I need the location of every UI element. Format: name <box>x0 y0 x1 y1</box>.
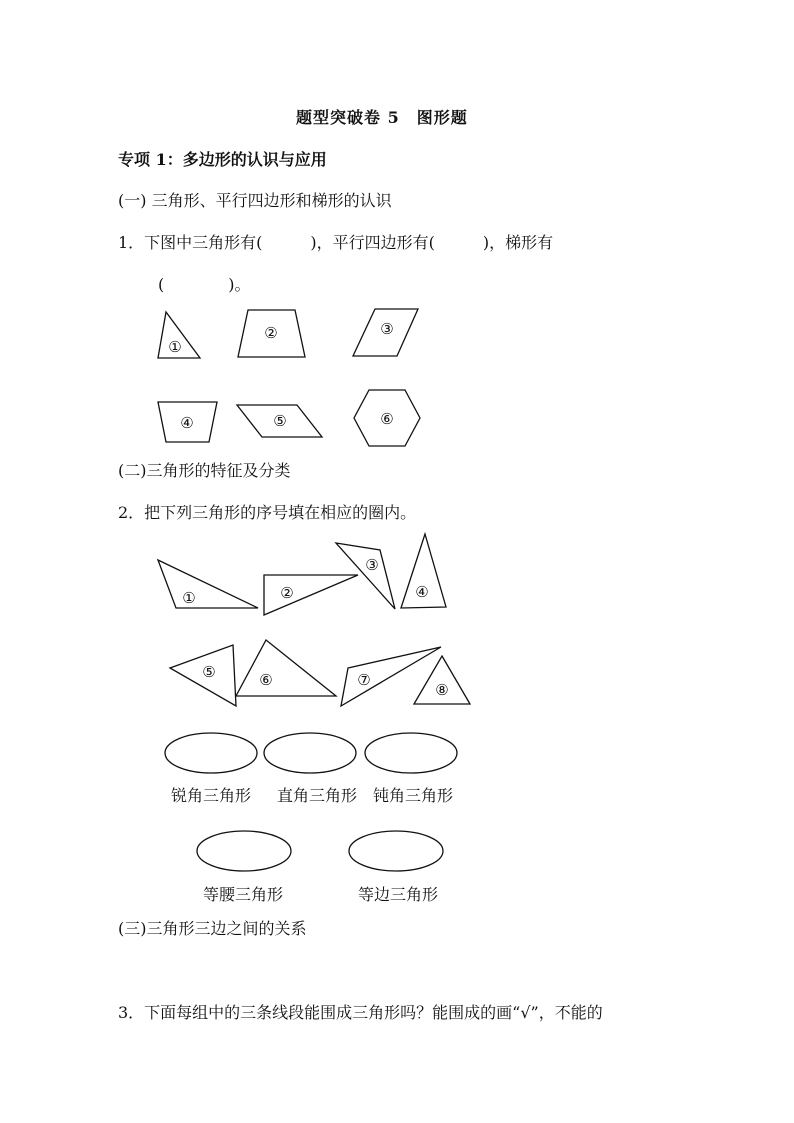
triangle-7-label: ⑦ <box>357 671 371 689</box>
right-triangle-answer-oval[interactable] <box>264 733 356 773</box>
triangle-3-label: ③ <box>365 556 379 574</box>
shape-2-label: ② <box>264 324 278 342</box>
triangle-6-label: ⑥ <box>259 671 273 689</box>
part3-heading: (三)三角形三边之间的关系 <box>118 919 307 938</box>
triangle-4-label: ④ <box>415 583 429 601</box>
question-1-line1: 1．下图中三角形有( )，平行四边形有( )，梯形有 <box>118 233 554 252</box>
equilateral-triangle-answer-oval[interactable] <box>349 831 443 871</box>
triangle-6 <box>236 640 336 696</box>
right-triangle-label: 直角三角形 <box>277 786 358 805</box>
triangle-7 <box>341 647 441 706</box>
page-title: 题型突破卷 5 图形题 <box>296 108 468 127</box>
question-2: 2．把下列三角形的序号填在相应的圈内。 <box>118 503 417 522</box>
shape-4-label: ④ <box>180 414 194 432</box>
shape-5-label: ⑤ <box>273 412 287 430</box>
section-heading: 专项 1：多边形的认识与应用 <box>118 150 327 169</box>
part1-heading: (一) 三角形、平行四边形和梯形的认识 <box>118 191 392 210</box>
triangle-1-label: ① <box>182 589 196 607</box>
isosceles-triangle-answer-oval[interactable] <box>197 831 291 871</box>
triangle-8-label: ⑧ <box>435 681 449 699</box>
triangle-1 <box>158 560 258 608</box>
isosceles-triangle-label: 等腰三角形 <box>203 885 284 904</box>
shape-1-label: ① <box>168 338 182 356</box>
equilateral-triangle-label: 等边三角形 <box>358 885 439 904</box>
triangle-3 <box>336 543 395 609</box>
question-1-line2: ( )。 <box>158 275 251 294</box>
triangle-5-label: ⑤ <box>202 663 216 681</box>
triangle-2-label: ② <box>280 584 294 602</box>
question-3: 3．下面每组中的三条线段能围成三角形吗？能围成的画“√”，不能的 <box>118 1003 603 1022</box>
obtuse-triangle-answer-oval[interactable] <box>365 733 457 773</box>
shape-3-label: ③ <box>380 320 394 338</box>
obtuse-triangle-label: 钝角三角形 <box>373 786 454 805</box>
acute-triangle-label: 锐角三角形 <box>171 786 252 805</box>
shape-6-label: ⑥ <box>380 410 394 428</box>
acute-triangle-answer-oval[interactable] <box>165 733 257 773</box>
triangle-2 <box>264 575 358 615</box>
part2-heading: (二)三角形的特征及分类 <box>118 461 291 480</box>
